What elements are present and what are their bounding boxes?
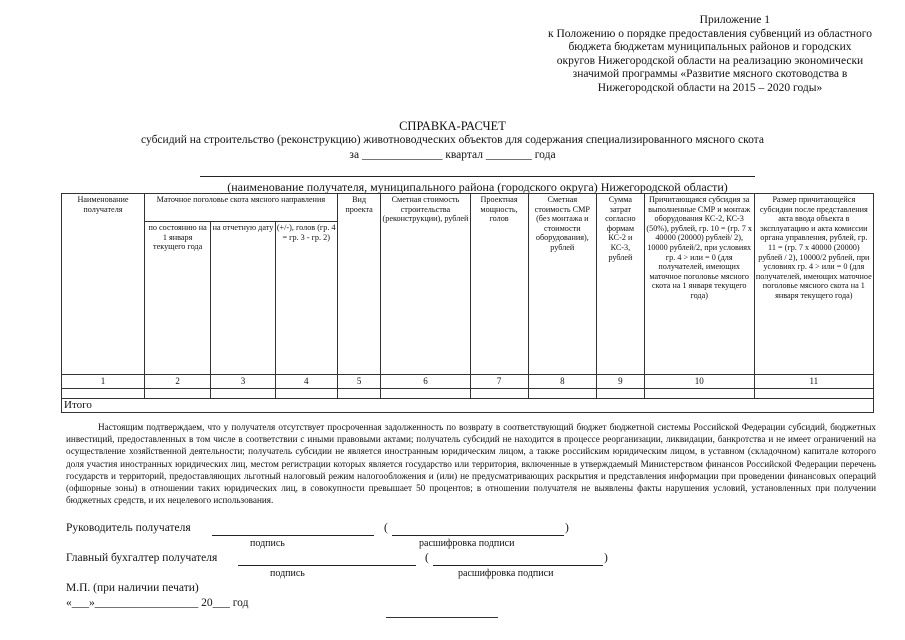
table-cell[interactable] bbox=[754, 389, 873, 399]
table-cell[interactable] bbox=[144, 389, 210, 399]
footer-divider bbox=[386, 617, 498, 618]
recipient-caption: (наименование получателя, муниципального района (городского округа) Нижегородской области) bbox=[227, 180, 728, 194]
chief-accountant-label: Главный бухгалтер получателя bbox=[66, 552, 218, 564]
decoding-caption: расшифровка подписи bbox=[419, 538, 515, 549]
calculation-table bbox=[61, 193, 874, 413]
column-number: 3 bbox=[211, 375, 275, 389]
table-cell[interactable] bbox=[211, 389, 275, 399]
header-stock-jan1: по состоянию на 1 января текущего года bbox=[144, 222, 210, 375]
signature-caption: подпись bbox=[270, 568, 305, 579]
total-label: Итого bbox=[62, 399, 874, 413]
table-cell[interactable] bbox=[597, 389, 645, 399]
column-number: 5 bbox=[337, 375, 381, 389]
header-subsidy-commissioning: Размер причитающейся субсидии после представления акта ввода объекта в эксплуатацию и акта комиссии органа управления, рублей, гр. 11 = (гр. 7 х 40000 (20000) рублей / 2), 10000/2 рублей, при условиях гр. 4 > или = 0 (для получателей, имеющих маточное поголовье мясного скота на 1 января текущего года) bbox=[754, 194, 873, 375]
table-cell[interactable] bbox=[62, 389, 145, 399]
header-stock-report-date: на отчетную дату bbox=[211, 222, 275, 375]
header-breeding-stock: Маточное поголовье скота мясного направления bbox=[144, 194, 337, 222]
column-number: 8 bbox=[528, 375, 596, 389]
table-row bbox=[62, 389, 874, 399]
header-construction-cost: Сметная стоимость строительства (реконструкции), рублей bbox=[381, 194, 470, 375]
doc-subtitle: субсидий на строительство (реконструкцию) животноводческих объектов для содержания специализированного мясного скота bbox=[141, 134, 764, 146]
head-label: Руководитель получателя bbox=[66, 522, 191, 534]
date-line[interactable]: «___»__________________ 20___ год bbox=[66, 597, 249, 609]
period-line: за ______________ квартал ________ года bbox=[349, 149, 556, 161]
head-signature-line[interactable] bbox=[212, 535, 374, 536]
confirmation-text: Настоящим подтверждаем, что у получателя отсутствует просроченная задолженность по возврату в соответствующий бюджет бюджетной системы Российской Федерации субсидий, бюджетных инвестиций, предоставленных в том числе в соответствии с иными правовыми актами; получатель субсидий не находится в процессе реорганизации, ликвидации, банкротства и не имеет ограничений на осуществление хозяйственной деятельности; получатель субсидии не является иностранным юридическим лицом, а также российским юридическим лицом, в уставном (складочном) капитале которого доля участия иностранных юридических лиц, местом регистрации которых является государство или территория, включенные в утверждаемый Министерством финансов Российской Федерации перечень государств и территорий, предоставляющих льготный налоговый режим налогообложения и (или) не предусматривающих раскрытия и представления информации при проведении финансовых операций (офшорные зоны) в отношении таких юридических лиц, в совокупности превышает 50 процентов; в отношении получателя не выявлены факты нарушения условий, установленных при получении бюджетных средств, и их нецелевого использования. bbox=[66, 422, 876, 506]
header-project-type: Вид проекта bbox=[337, 194, 381, 375]
doc-title: СПРАВКА-РАСЧЕТ bbox=[399, 119, 506, 133]
head-decoding-line[interactable] bbox=[392, 535, 564, 536]
column-number: 2 bbox=[144, 375, 210, 389]
appendix-line: бюджета бюджетам муниципальных районов и городских bbox=[568, 41, 852, 54]
table-cell[interactable] bbox=[470, 389, 528, 399]
decoding-caption: расшифровка подписи bbox=[458, 568, 554, 579]
appendix-line: округов Нижегородской области на реализацию экономически bbox=[556, 54, 864, 67]
table-cell[interactable] bbox=[337, 389, 381, 399]
appendix-header bbox=[520, 14, 900, 96]
table-cell[interactable] bbox=[528, 389, 596, 399]
header-subsidy-smr: Причитающаяся субсидия за выполненные СМР и монтаж оборудования КС-2, КС-3 (50%), рублей, гр. 10 = (гр. 7 х 40000 (20000) рублей/ 2), 10000 рублей/2, при условиях гр. 4 > или = 0 (для получателей, имеющих маточное поголовье мясного скота на 1 января текущего года) bbox=[644, 194, 754, 375]
header-smr-cost: Сметная стоимость СМР (без монтажа и стоимости оборудования), рублей bbox=[528, 194, 596, 375]
appendix-line: значимой программы «Развитие мясного скотоводства в bbox=[572, 68, 848, 81]
appendix-line: Приложение 1 bbox=[699, 14, 770, 26]
header-stock-change: (+/-), голов (гр. 4 = гр. 3 - гр. 2) bbox=[275, 222, 337, 375]
column-number: 11 bbox=[754, 375, 873, 389]
accountant-signature-line[interactable] bbox=[238, 565, 416, 566]
appendix-line: к Положению о порядке предоставления субвенций из областного bbox=[548, 27, 872, 40]
signature-caption: подпись bbox=[250, 538, 285, 549]
table-cell[interactable] bbox=[381, 389, 470, 399]
table-cell[interactable] bbox=[275, 389, 337, 399]
column-number: 9 bbox=[597, 375, 645, 389]
header-design-capacity: Проектная мощность, голов bbox=[470, 194, 528, 375]
column-number: 10 bbox=[644, 375, 754, 389]
column-number: 6 bbox=[381, 375, 470, 389]
accountant-decoding-line[interactable] bbox=[433, 565, 603, 566]
appendix-line: Нижегородской области на 2015 – 2020 годы» bbox=[597, 81, 823, 94]
column-number: 1 bbox=[62, 375, 145, 389]
table-cell[interactable] bbox=[644, 389, 754, 399]
header-recipient: Наименование получателя bbox=[62, 194, 145, 375]
header-ks-costs: Сумма затрат согласно формам КС-2 и КС-3, рублей bbox=[597, 194, 645, 375]
column-number: 7 bbox=[470, 375, 528, 389]
recipient-underline bbox=[200, 176, 755, 177]
stamp-label: М.П. (при наличии печати) bbox=[66, 582, 199, 594]
column-number: 4 bbox=[275, 375, 337, 389]
total-row bbox=[62, 399, 874, 413]
